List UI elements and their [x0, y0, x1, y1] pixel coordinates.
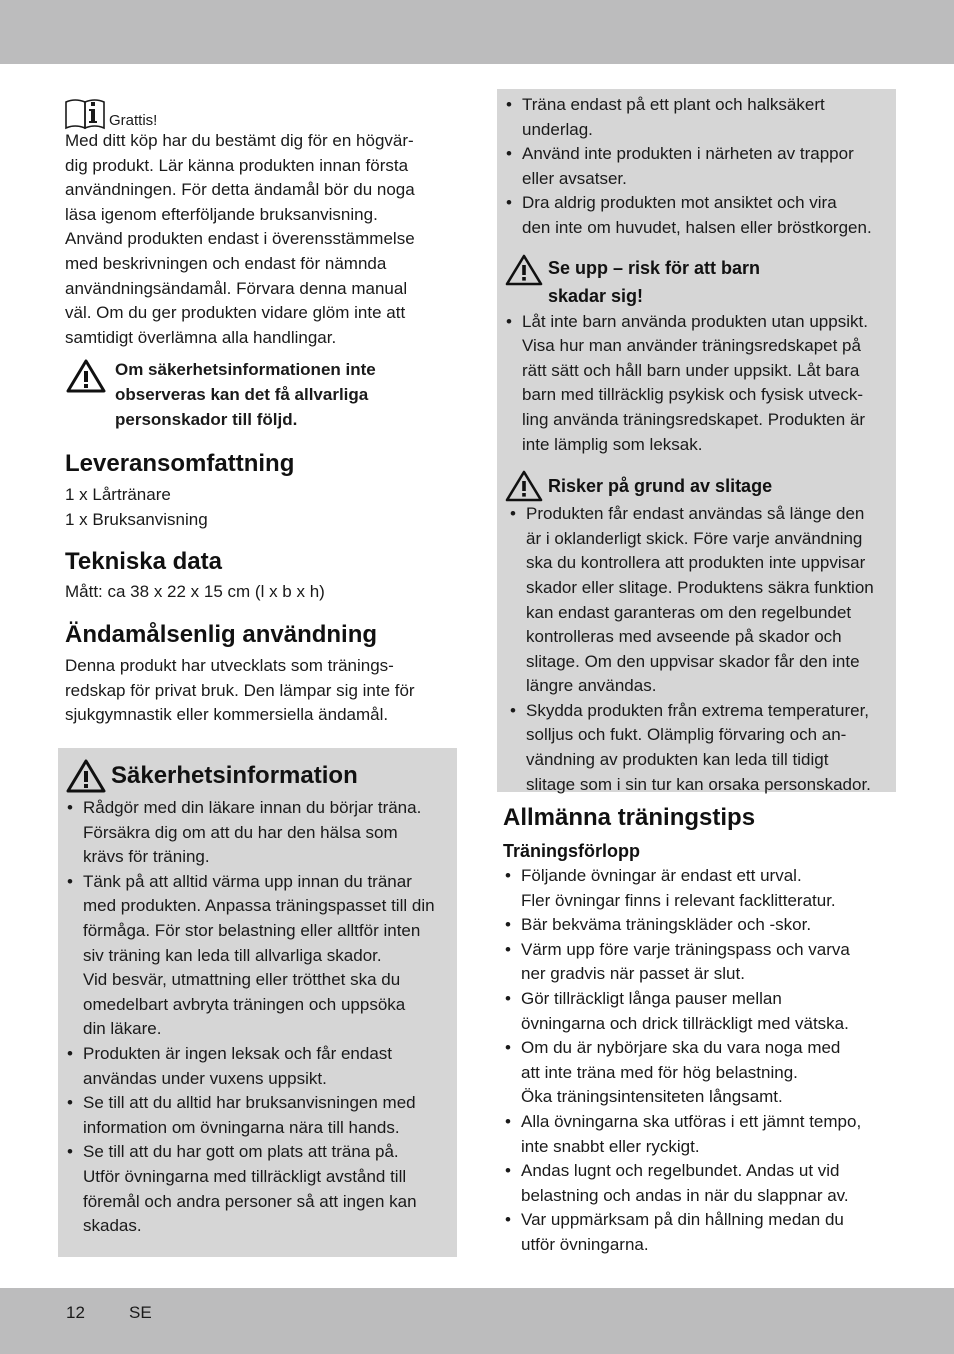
list-line: • Låt inte barn använda produkten utan uppsikt.	[522, 311, 868, 331]
intro-line: dig produkt. Lär känna produkten innan första	[65, 155, 409, 175]
intro-line: med beskrivningen och endast för nämnda	[65, 253, 387, 273]
list-line: • Dra aldrig produkten mot ansiktet och vira	[522, 193, 837, 213]
list-line: • Träna endast på ett plant och halksäkert	[522, 95, 825, 114]
intro-line: läsa igenom efterföljande bruksanvisning.	[65, 204, 378, 224]
intro-heading: Grattis!	[109, 112, 158, 129]
list-line: är i oklanderligt skick. Före varje användning	[526, 528, 863, 548]
delivery-title: Leveransomfattning	[65, 450, 295, 478]
list-line: • Om du är nybörjare ska du vara noga med	[521, 1038, 841, 1058]
page-number: 12	[66, 1303, 85, 1322]
list-line: siv träning kan leda till allvarliga skador.	[83, 945, 382, 965]
list-item	[504, 93, 894, 142]
list-line: övningarna och drick tillräckligt med vätska.	[521, 1013, 849, 1033]
list-line: • Produkten är ingen leksak och får endast	[83, 1043, 393, 1063]
safety-warning	[65, 358, 455, 432]
list-line: kan endast garanteras om den regelbundet	[526, 602, 852, 622]
list-line: längre användas.	[526, 676, 657, 696]
info-book-icon	[65, 98, 107, 130]
tech-text: Mått: ca 38 x 22 x 15 cm (l x b x h)	[65, 582, 325, 602]
list-line: belastning och andas in när du slappnar av.	[521, 1185, 849, 1205]
delivery-item: 1 x Lårtränare	[65, 485, 171, 505]
warning-line: Om säkerhetsinformationen inte	[115, 360, 376, 380]
list-line: underlag.	[522, 119, 593, 139]
list-line: inte snabbt eller ryckigt.	[521, 1136, 700, 1156]
warning-triangle-icon	[65, 358, 107, 394]
list-item	[503, 1036, 895, 1110]
list-line: • Andas lugnt och regelbundet. Andas ut vid	[521, 1161, 840, 1181]
intro-line: Använd produkten endast i överensstämmelse	[65, 229, 415, 249]
tips-subtitle: Träningsförlopp	[503, 841, 640, 861]
list-line: Öka träningsintensiteten långsamt.	[521, 1087, 783, 1107]
children-warning-title	[548, 254, 760, 310]
list-item	[503, 864, 895, 913]
list-line: • Använd inte produkten i närheten av trappor	[522, 144, 854, 164]
list-item	[65, 796, 455, 870]
list-line: vändning av produkten kan leda till tidigt	[526, 750, 829, 770]
list-line: kontrolleras med avseende på skador och	[526, 627, 842, 647]
list-line: • Se till att du har gott om plats att träna på.	[83, 1142, 399, 1162]
list-item	[503, 1208, 895, 1257]
intro-text	[65, 129, 455, 350]
list-line: din läkare.	[83, 1019, 162, 1039]
usage-line: redskap för privat bruk. Den lämpar sig inte för	[65, 680, 415, 700]
right-top-list	[504, 93, 894, 241]
list-item	[504, 142, 894, 191]
usage-line: sjukgymnastik eller kommersiella ändamål.	[65, 705, 389, 725]
safety-header	[65, 758, 455, 794]
list-line: • Bär bekväma träningskläder och -skor.	[521, 915, 812, 935]
list-line: Fler övningar finns i relevant facklitteratur.	[521, 890, 836, 910]
list-item	[65, 870, 455, 1042]
list-item	[503, 1159, 895, 1208]
warning-line: observeras kan det få allvarliga	[115, 384, 369, 404]
list-line: • Tänk på att alltid värma upp innan du tränar	[83, 871, 412, 891]
usage-title: Ändamålsenlig användning	[65, 620, 378, 648]
warning-triangle-icon	[504, 470, 544, 502]
list-line: solljus och fukt. Olämplig förvaring och an-	[526, 725, 847, 745]
children-warning-list	[504, 310, 894, 458]
list-line: förmåga. För stor belastning eller alltför inten	[83, 920, 421, 940]
list-line: ska du kontrollera att produkten inte uppvisar	[526, 553, 866, 573]
list-line: eller avsatser.	[522, 168, 627, 188]
wear-warning-title: Risker på grund av slitage	[548, 476, 773, 497]
list-line: information om övningarna nära till hands.	[83, 1117, 400, 1137]
list-line: • Följande övningar är endast ett urval.	[521, 866, 802, 885]
warning-triangle-icon	[65, 758, 107, 794]
wear-warning-header	[504, 470, 894, 502]
language-code: SE	[129, 1303, 152, 1322]
list-line: den inte om huvudet, halsen eller bröstkorgen.	[522, 217, 872, 237]
intro-line: väl. Om du ger produkten vidare glöm inte att	[65, 303, 406, 323]
intro-line: Med ditt köp har du bestämt dig för en högvär-	[65, 131, 414, 150]
list-line: • Produkten får endast användas så länge den	[526, 504, 865, 524]
list-item	[65, 1042, 455, 1091]
list-line: utför övningarna.	[521, 1234, 649, 1254]
title-line: skadar sig!	[548, 285, 644, 306]
list-line: slitage som i sin tur kan orsaka personskador.	[526, 774, 871, 794]
training-tips-section	[503, 803, 895, 1258]
list-line: med produkten. Anpassa träningspasset till din	[83, 896, 435, 916]
list-item	[504, 310, 894, 458]
header-band	[0, 0, 954, 64]
safety-title: Säkerhetsinformation	[111, 762, 358, 789]
list-line: Utför övningarna med tillräckligt avstånd till	[83, 1166, 407, 1186]
list-line: Försäkra dig om att du har den hälsa som	[83, 822, 398, 842]
warning-line: personskador till följd.	[115, 409, 298, 429]
usage-text	[65, 654, 455, 728]
list-line: Vid besvär, utmattning eller trötthet ska du	[83, 970, 401, 990]
list-line: föremål och andra personer så att ingen kan	[83, 1191, 417, 1211]
list-line: krävs för träning.	[83, 847, 210, 867]
list-line: skadas.	[83, 1216, 142, 1236]
list-item	[65, 1140, 455, 1238]
list-line: omedelbart avbryta träningen och uppsöka	[83, 994, 406, 1014]
tech-title: Tekniska data	[65, 548, 222, 576]
list-item	[503, 987, 895, 1036]
intro-line: användningsändamål. Förvara denna manual	[65, 278, 408, 298]
safety-warning-text	[115, 358, 376, 432]
list-line: • Var uppmärksam på din hållning medan du	[521, 1210, 844, 1230]
list-line: • Skydda produkten från extrema temperaturer,	[526, 700, 870, 720]
title-line: Se upp – risk för att barn	[548, 257, 761, 278]
intro-header	[65, 96, 455, 130]
list-line: • Gör tillräckligt långa pauser mellan	[521, 988, 782, 1008]
list-line: att inte träna med för hög belastning.	[521, 1062, 798, 1082]
safety-section	[65, 758, 455, 1239]
delivery-item: 1 x Bruksanvisning	[65, 509, 208, 529]
list-line: slitage. Om den uppvisar skador får den inte	[526, 651, 860, 671]
usage-line: Denna produkt har utvecklats som tränings-	[65, 655, 394, 675]
intro-line: användningen. För detta ändamål bör du noga	[65, 180, 415, 200]
safety-list	[65, 796, 455, 1239]
tips-list	[503, 864, 895, 1258]
list-line: inte lämplig som leksak.	[522, 434, 703, 454]
list-line: • Alla övningarna ska utföras i ett jämnt tempo,	[521, 1111, 862, 1131]
right-safety-section	[504, 93, 894, 797]
list-item	[65, 1091, 455, 1140]
list-line: skador eller slitage. Produktens säkra funktion	[526, 577, 874, 597]
list-item	[503, 938, 895, 987]
list-line: • Se till att du alltid har bruksanvisningen med	[83, 1093, 416, 1113]
list-line: ling använda träningsredskapet. Produkten är	[522, 409, 866, 429]
list-item	[508, 502, 894, 699]
list-line: • Rådgör med din läkare innan du börjar träna.	[83, 798, 422, 817]
list-line: barn med tillräcklig psykisk och fysisk utveck-	[522, 385, 864, 405]
list-line: Visa hur man använder träningsredskapet på	[522, 336, 861, 356]
list-line: rätt sätt och håll barn under uppsikt. Låt bara	[522, 360, 860, 380]
left-column	[65, 96, 455, 728]
list-line: • Värm upp före varje träningspass och varva	[521, 939, 850, 959]
children-warning-header	[504, 254, 894, 310]
wear-warning-list	[508, 502, 894, 797]
list-item	[508, 699, 894, 797]
tips-title: Allmänna träningstips	[503, 804, 756, 831]
delivery-list	[65, 483, 455, 532]
list-line: användas under vuxens uppsikt.	[83, 1068, 327, 1088]
list-item	[503, 913, 895, 938]
list-item	[503, 1110, 895, 1159]
warning-triangle-icon	[504, 254, 544, 286]
intro-line: samtidigt överlämna alla handlingar.	[65, 327, 337, 347]
list-line: ner gradvis när passet är slut.	[521, 964, 745, 984]
list-item	[504, 191, 894, 240]
